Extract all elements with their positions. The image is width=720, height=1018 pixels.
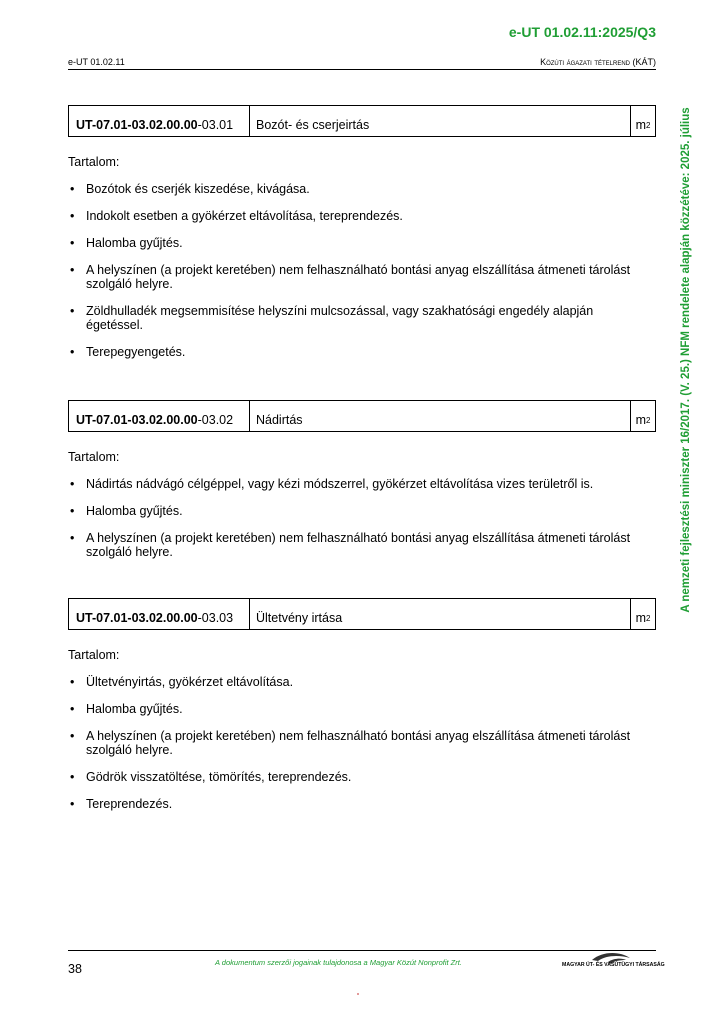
item-code xyxy=(69,401,250,431)
item-code-bold: UT-07.01-03.02.00.00 xyxy=(76,413,198,427)
item-code xyxy=(69,106,250,136)
item-unit xyxy=(631,106,655,136)
list-item: • Terepegyengetés. xyxy=(68,345,638,359)
item-code-bold: UT-07.01-03.02.00.00 xyxy=(76,611,198,625)
list-item: • A helyszínen (a projekt keretében) nem felhasználható bontási anyag elszállítása átmeneti tárolást szolgáló helyre. xyxy=(68,729,638,757)
list-item: • Bozótok és cserjék kiszedése, kivágása. xyxy=(68,182,638,196)
unit-base: m xyxy=(635,413,646,427)
item-table-2 xyxy=(68,400,656,432)
list-item: • Halomba gyűjtés. xyxy=(68,504,638,518)
list-item: • Indokolt esetben a gyökérzet eltávolítása, tereprendezés. xyxy=(68,209,638,223)
header-left: e-UT 01.02.11 xyxy=(68,57,125,67)
side-publication-note: A nemzeti fejlesztési miniszter 16/2017. (V. 25.) NFM rendelete alapján közzétéve: 2025. július xyxy=(680,107,692,613)
content-label-2: Tartalom: xyxy=(68,450,120,464)
list-item: • Gödrök visszatöltése, tömörítés, tereprendezés. xyxy=(68,770,638,784)
list-item: • Tereprendezés. xyxy=(68,797,638,811)
unit-exponent: 2 xyxy=(645,120,651,130)
unit-base: m xyxy=(635,611,646,625)
item-code-suffix: -03.03 xyxy=(197,611,234,625)
header-right: Közúti ágazati tételrend (KÁT) xyxy=(540,57,656,67)
list-item: • A helyszínen (a projekt keretében) nem felhasználható bontási anyag elszállítása átmeneti tárolást szolgáló helyre. xyxy=(68,263,638,291)
bullet-list-3 xyxy=(68,675,638,824)
unit-exponent: 2 xyxy=(645,415,651,425)
document-code: e-UT 01.02.11:2025/Q3 xyxy=(508,24,656,40)
unit-base: m xyxy=(635,118,646,132)
content-label-3: Tartalom: xyxy=(68,648,120,662)
item-name: Nádirtás xyxy=(250,401,631,431)
list-item: • Zöldhulladék megsemmisítése helyszíni mulcsozással, vagy szakhatósági engedély alapján égetéssel. xyxy=(68,304,638,332)
list-item: • A helyszínen (a projekt keretében) nem felhasználható bontási anyag elszállítása átmeneti tárolást szolgáló helyre. xyxy=(68,531,638,559)
unit-exponent: 2 xyxy=(645,613,651,623)
item-unit xyxy=(631,401,655,431)
item-code-suffix: -03.01 xyxy=(197,118,234,132)
header-divider xyxy=(68,69,656,70)
content-label-1: Tartalom: xyxy=(68,155,120,169)
item-name: Bozót- és cserjeirtás xyxy=(250,106,631,136)
bullet-list-1 xyxy=(68,182,638,372)
item-unit xyxy=(631,599,655,629)
list-item: • Nádirtás nádvágó célgéppel, vagy kézi módszerrel, gyökérzet eltávolítása vizes területről is. xyxy=(68,477,638,491)
page-number: 38 xyxy=(68,962,82,976)
item-name: Ültetvény irtása xyxy=(250,599,631,629)
item-code-bold: UT-07.01-03.02.00.00 xyxy=(76,118,198,132)
logo-text: MAGYAR ÚT- ÉS VASÚTÜGYI TÁRSASÁG xyxy=(562,962,665,968)
copyright-note: A dokumentum szerzői jogainak tulajdonosa a Magyar Közút Nonprofit Zrt. xyxy=(215,958,462,967)
list-item: • Halomba gyűjtés. xyxy=(68,702,638,716)
item-table-1 xyxy=(68,105,656,137)
list-item: • Halomba gyűjtés. xyxy=(68,236,638,250)
list-item: • Ültetvényirtás, gyökérzet eltávolítása. xyxy=(68,675,638,689)
bullet-list-2 xyxy=(68,477,638,572)
item-code-suffix: -03.02 xyxy=(197,413,234,427)
scan-dot xyxy=(357,993,359,995)
item-code xyxy=(69,599,250,629)
item-table-3 xyxy=(68,598,656,630)
